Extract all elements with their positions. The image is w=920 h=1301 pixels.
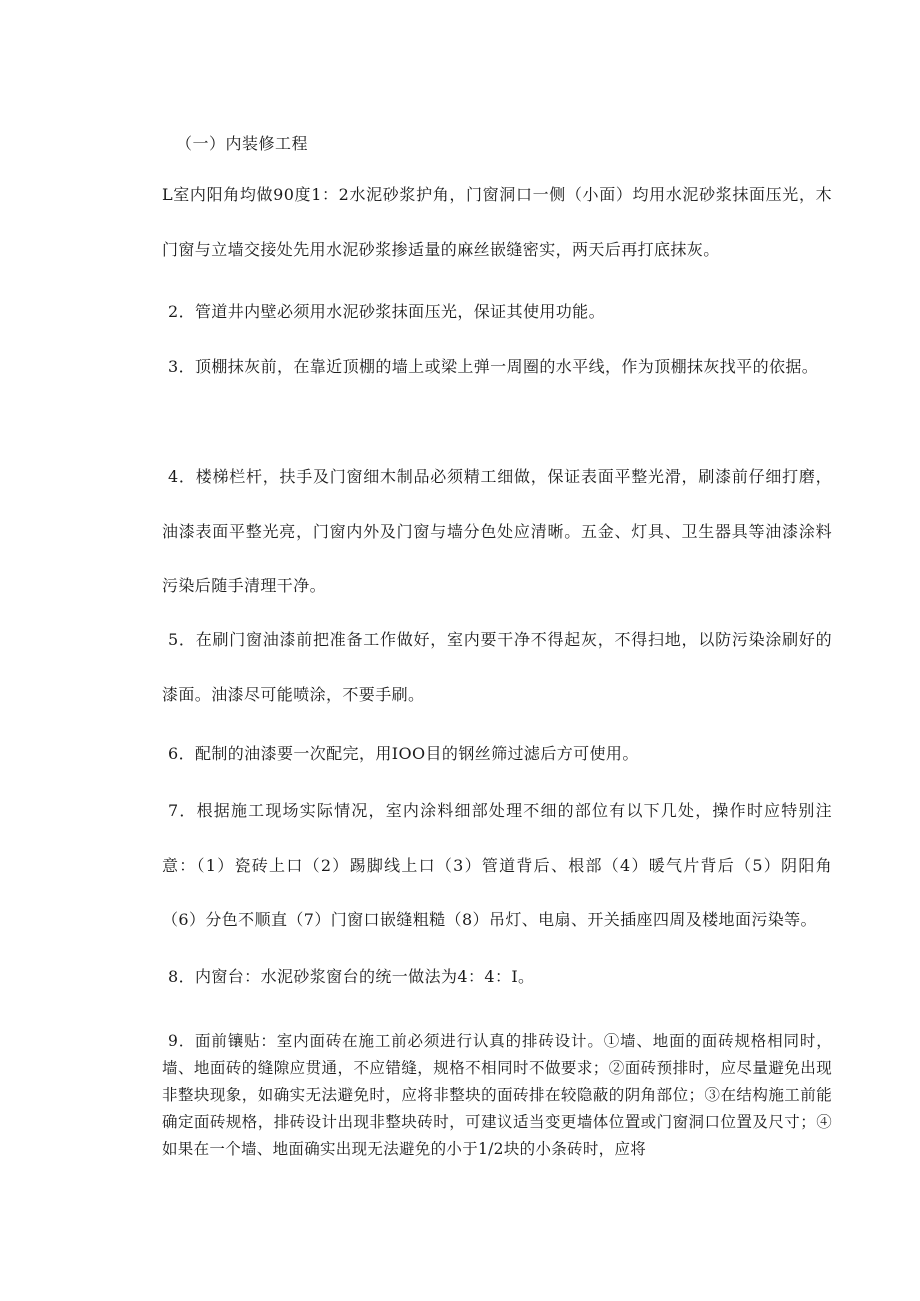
paragraph-4: 4．楼梯栏杆，扶手及门窗细木制品必须精工细做，保证表面平整光滑，刷漆前仔细打磨，油漆表面平整光亮，门窗内外及门窗与墙分色处应清晰。五金、灯具、卫生器具等油漆涂料污染后随手清理干净。 [162,467,832,595]
paragraph-5: 5．在刷门窗油漆前把准备工作做好，室内要干净不得起灰，不得扫地，以防污染涂刷好的漆面。油漆尽可能喷涂，不要手刷。 [162,630,832,704]
paragraph-8: 8．内窗台：水泥砂浆窗台的统一做法为4：4：I。 [168,967,535,986]
paragraph-9: 9．面前镶贴：室内面砖在施工前必须进行认真的排砖设计。①墙、地面的面砖规格相同时，墙、地面砖的缝隙应贯通，不应错缝，规格不相同时不做要求；②面砖预排时，应尽量避免出现非整块现象，如确实无法避免时，应将非整块的面砖排在较隐蔽的阴角部位；③在结构施工前能确定面砖规格，排砖设计出现非整块砖时，可建议适当变更墙体位置或门窗洞口位置及尺寸；④如果在一个墙、地面确实出现无法避免的小于1/2块的小条砖时，应将 [162,1032,832,1158]
paragraph-1: L室内阳角均做90度1：2水泥砂浆护角，门窗洞口一侧（小面）均用水泥砂浆抹面压光，木门窗与立墙交接处先用水泥砂浆掺适量的麻丝嵌缝密实，两天后再打底抹灰。 [162,185,832,259]
paragraph-7: 7．根据施工现场实际情况，室内涂料细部处理不细的部位有以下几处，操作时应特别注意：（1）瓷砖上口（2）踢脚线上口（3）管道背后、根部（4）暖气片背后（5）阴阳角（6）分色不顺直（7）门窗口嵌缝粗糙（8）吊灯、电扇、开关插座四周及楼地面污染等。 [162,801,832,929]
section-heading: （一）内装修工程 [176,134,309,153]
paragraph-2: 2．管道井内壁必须用水泥砂浆抹面压光，保证其使用功能。 [168,302,605,321]
paragraph-3: 3．顶棚抹灰前，在靠近顶棚的墙上或梁上弹一周圈的水平线，作为顶棚抹灰找平的依据。 [168,357,819,376]
paragraph-6: 6．配制的油漆要一次配完，用IOO目的钢丝筛过滤后方可使用。 [168,744,639,763]
